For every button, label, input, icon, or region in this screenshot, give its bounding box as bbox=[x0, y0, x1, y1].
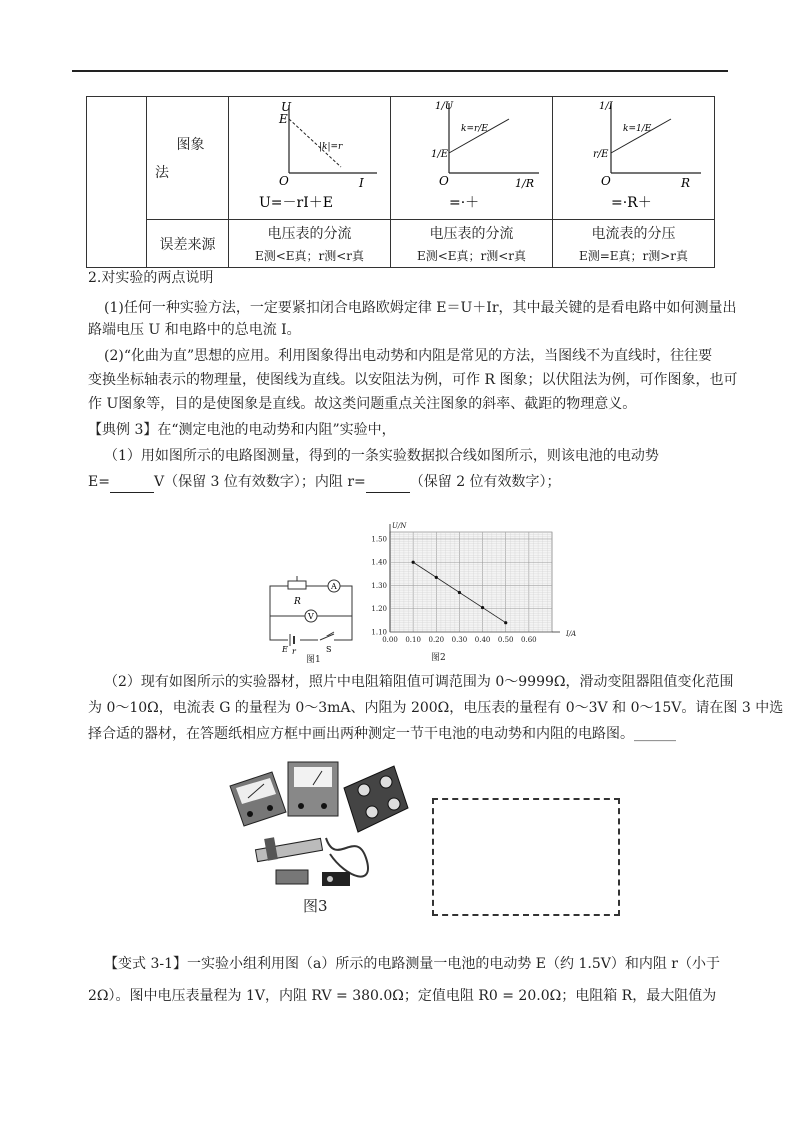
plot-area bbox=[390, 532, 552, 632]
origin-label-2: O bbox=[439, 174, 449, 188]
axis-label-1i: 1/I bbox=[599, 101, 613, 112]
axis-label-1u: 1/U bbox=[435, 101, 454, 112]
y-tick-label: 1.20 bbox=[371, 605, 387, 614]
fig2-caption: 图2 bbox=[431, 653, 446, 663]
wires-icon bbox=[326, 838, 368, 877]
y-tick-label: 1.10 bbox=[371, 628, 387, 637]
paragraph-1-line-1: (1)任何一种实验方法，一定要紧扣闭合电路欧姆定律 E＝U＋Ir，其中最关键的是看电路中如何测量出 bbox=[104, 300, 737, 316]
data-point bbox=[435, 576, 438, 579]
y-tick-label: 1.50 bbox=[371, 535, 387, 544]
slope-label: |k|=r bbox=[319, 142, 343, 152]
graph-u-i bbox=[229, 97, 389, 215]
battery-icon bbox=[276, 870, 308, 884]
y-axis-label: U/N bbox=[392, 522, 407, 530]
origin-label: O bbox=[279, 174, 289, 188]
axis-label-r: R bbox=[681, 176, 691, 190]
resistance-box-icon bbox=[344, 766, 408, 832]
formula-3: =·R＋ bbox=[611, 195, 652, 211]
label-internal-r: r bbox=[292, 647, 296, 656]
question-2-line-3: 择合适的器材，在答题纸相应方框中画出两种测定一节干电池的电动势和内阻的电路图。______ bbox=[88, 726, 676, 742]
x-tick-label: 0.20 bbox=[428, 636, 445, 644]
data-point bbox=[458, 591, 461, 594]
fig1-caption: 图1 bbox=[306, 655, 321, 665]
error-cell-2: 电压表的分流 E测<E真；r测<r真 bbox=[391, 220, 553, 268]
x-tick-label: 0.50 bbox=[497, 636, 514, 644]
label-r-resistor: R bbox=[294, 597, 301, 607]
error-cell-3: 电流表的分压 E测=E真；r测>r真 bbox=[553, 220, 715, 268]
label-voltmeter: V bbox=[308, 612, 314, 621]
fig3-caption: 图3 bbox=[303, 897, 328, 915]
section-heading: 2.对实验的两点说明 bbox=[88, 270, 214, 286]
answer-blank-e bbox=[110, 472, 154, 493]
formula-1: U=－rI＋E bbox=[259, 195, 333, 211]
data-point bbox=[504, 621, 507, 624]
formula-2: =·＋ bbox=[449, 195, 480, 211]
question-1-line-2: E= V（保留 3 位有效数字）；内阻 r= （保留 2 位有效数字）； bbox=[88, 472, 561, 493]
rheostat-symbol bbox=[288, 581, 306, 589]
graph-1u-1r bbox=[391, 97, 551, 215]
data-point bbox=[481, 606, 484, 609]
x-axis-label: I/A bbox=[566, 630, 577, 638]
paragraph-2-line-1: (2)“化曲为直”思想的应用。利用图象得出电动势和内阻是常见的方法，当图线不为直线时，往往要 bbox=[104, 348, 713, 364]
table-empty-cell bbox=[87, 97, 147, 268]
paragraph-2-line-2: 变换坐标轴表示的物理量，使图线为直线。以安阻法为例，可作 R 图象；以伏阻法为例，可作图象，也可 bbox=[88, 372, 738, 388]
question-2-line-1: （2）现有如图所示的实验器材，照片中电阻箱阻值可调范围为 0～9999Ω，滑动变阻器阻值变化范围 bbox=[104, 674, 734, 690]
graph-cell-3 bbox=[553, 97, 715, 220]
label-e: E bbox=[279, 112, 288, 126]
method-table bbox=[86, 96, 715, 268]
variant-line-2: 2Ω）。图中电压表量程为 1V，内阻 RV = 380.0Ω；定值电阻 R0 = 20.0Ω；电阻箱 R，最大阻值为 bbox=[88, 988, 717, 1004]
switch-icon bbox=[322, 872, 350, 886]
equipment-photo bbox=[226, 758, 412, 918]
answer-box[interactable] bbox=[432, 798, 620, 916]
question-2-line-2: 为 0～10Ω，电流表 G 的量程为 0～3mA、内阻为 200Ω，电压表的量程有 0～3V 和 0～15V。请在图 3 中选 bbox=[88, 700, 784, 716]
example-heading: 【典例 3】在“测定电池的电动势和内阻”实验中， bbox=[88, 422, 396, 438]
question-1-line-1: （1）用如图所示的电路图测量，得到的一条实验数据拟合线如图所示，则该电池的电动势 bbox=[104, 448, 659, 464]
top-rule bbox=[72, 70, 728, 72]
axis-label-i: I bbox=[359, 176, 364, 190]
label-switch: S bbox=[326, 645, 332, 654]
rheostat-icon bbox=[255, 837, 322, 861]
method-label: 图象 法 bbox=[147, 97, 229, 220]
answer-blank-r bbox=[366, 472, 410, 493]
error-source-label: 误差来源 bbox=[147, 220, 229, 268]
paragraph-2-line-3: 作 U图象等，目的是使图象是直线。故这类问题重点关注图象的斜率、截距的物理意义。 bbox=[88, 396, 637, 412]
data-point bbox=[412, 561, 415, 564]
x-tick-label: 0.00 bbox=[382, 636, 398, 644]
meter-left-icon bbox=[230, 772, 286, 826]
graph-cell-1 bbox=[229, 97, 391, 220]
ui-chart bbox=[356, 518, 577, 663]
paragraph-1-line-2: 路端电压 U 和电路中的总电流 I。 bbox=[88, 322, 301, 338]
x-tick-label: 0.60 bbox=[521, 636, 537, 644]
graph-cell-2 bbox=[391, 97, 553, 220]
axis-label-u: U bbox=[281, 100, 292, 114]
intercept-label-2: 1/E bbox=[431, 149, 449, 160]
slope-label-3: k=1/E bbox=[623, 124, 652, 134]
graph-1i-r bbox=[553, 97, 713, 215]
x-tick-label: 0.10 bbox=[405, 636, 421, 644]
origin-label-3: O bbox=[601, 174, 611, 188]
meter-middle-icon bbox=[288, 762, 338, 816]
variant-line-1: 【变式 3-1】一实验小组利用图（a）所示的电路测量一电池的电动势 E（约 1.5V）和内阻 r（小于 bbox=[104, 956, 720, 972]
axis-label-1r: 1/R bbox=[515, 177, 534, 190]
intercept-label-3: r/E bbox=[593, 149, 609, 160]
label-ammeter: A bbox=[331, 582, 337, 591]
error-cell-1: 电压表的分流 E测<E真；r测<r真 bbox=[229, 220, 391, 268]
x-tick-label: 0.30 bbox=[451, 636, 468, 644]
x-tick-label: 0.40 bbox=[474, 636, 491, 644]
y-tick-label: 1.30 bbox=[371, 581, 387, 590]
y-tick-label: 1.40 bbox=[371, 558, 387, 567]
label-emf: E bbox=[282, 645, 288, 654]
slope-label-2: k=r/E bbox=[461, 124, 488, 134]
